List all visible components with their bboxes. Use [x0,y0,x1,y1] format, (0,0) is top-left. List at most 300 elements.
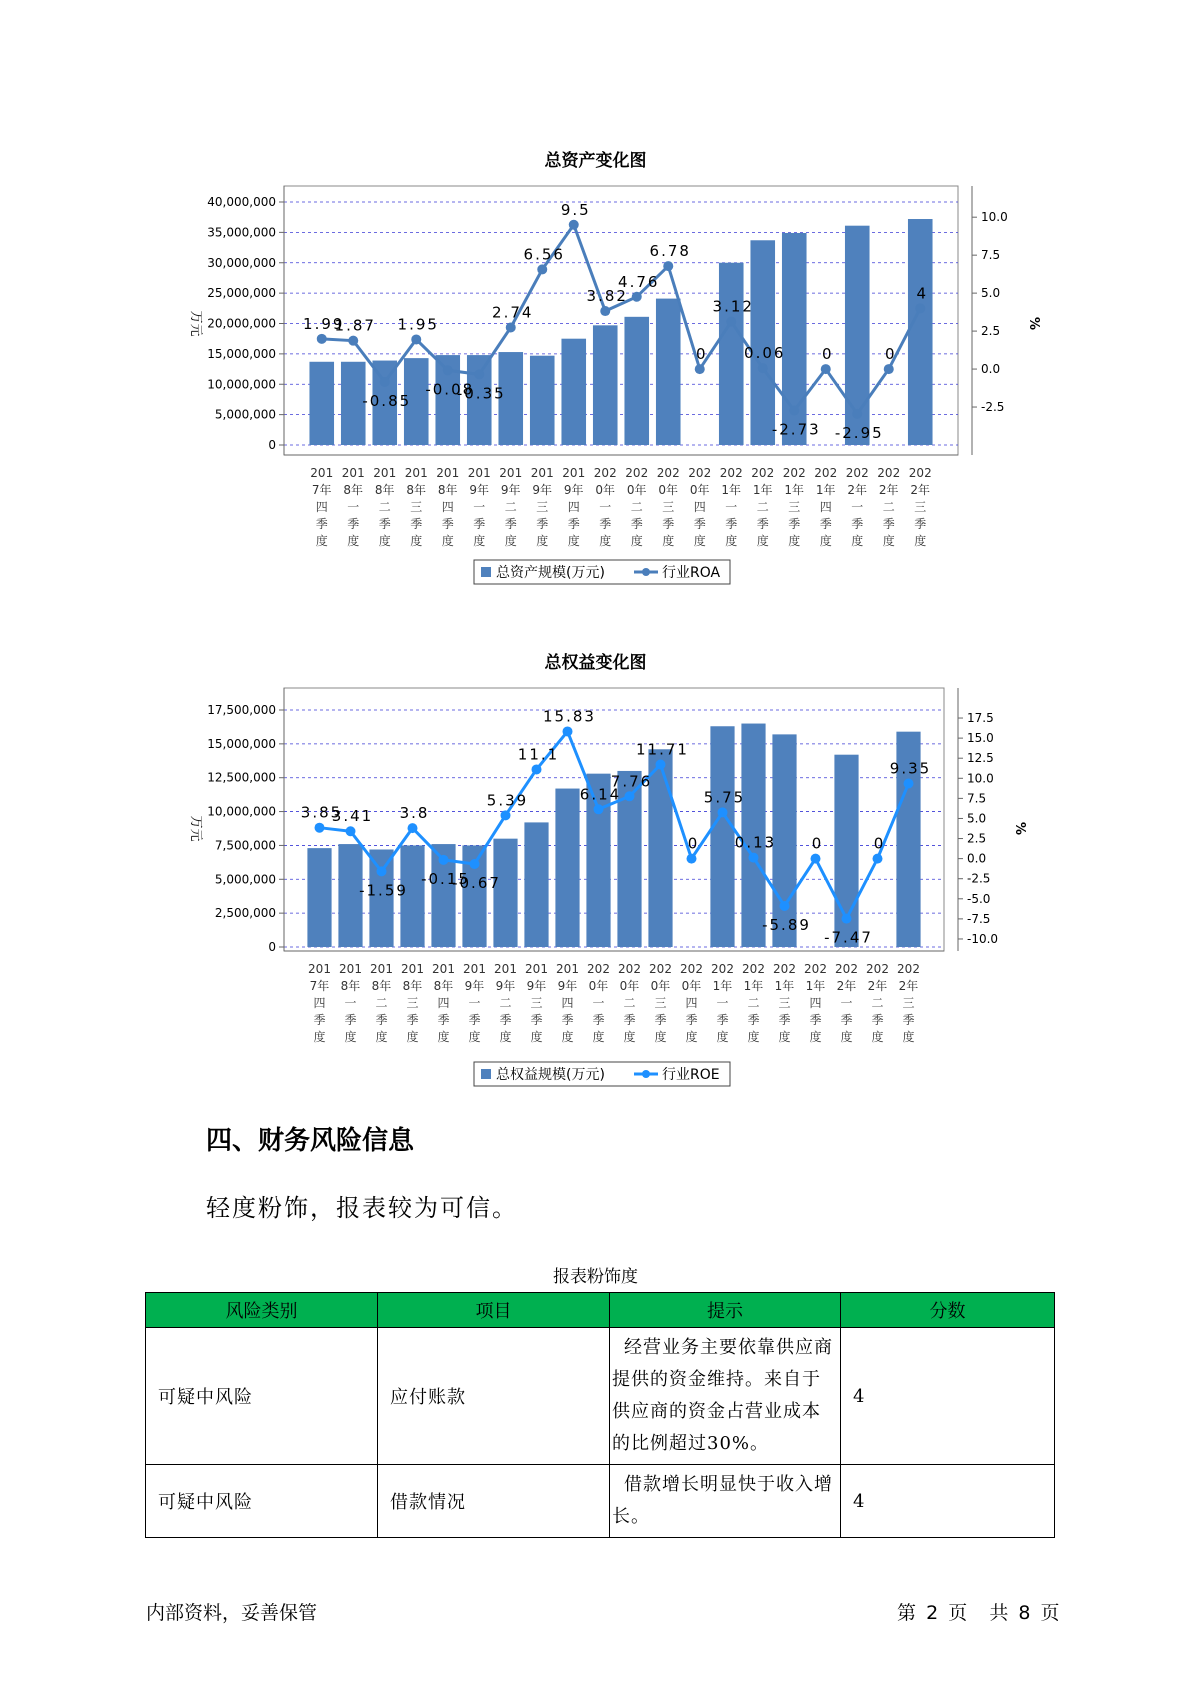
x-tick-label: 二 [871,996,884,1010]
x-tick-label: 度 [716,1030,729,1044]
x-tick-label: 季 [902,1013,915,1027]
line-point [758,363,768,373]
x-tick-label: 二 [378,500,391,514]
x-tick-label: 202 [804,962,827,976]
x-tick-label: 1年 [752,483,773,497]
x-tick-label: 季 [592,1013,605,1027]
row-hint: 经营业务主要依靠供应商提供的资金维持。来自于供应商的资金占营业成本的比例超过30%。 [610,1328,841,1465]
x-tick-label: 季 [504,517,517,531]
x-tick-label: 四 [561,996,574,1010]
point-label: 0.06 [744,344,786,363]
y2-tick-label: 5.0 [967,811,987,826]
y-tick-label: 5,000,000 [214,407,276,422]
point-label: 11.1 [517,745,560,764]
line-point [594,804,604,814]
row-item: 借款情况 [378,1465,610,1538]
line-point [501,810,511,820]
y2-tick-label: 10.0 [981,210,1008,225]
x-tick-label: 9年 [557,979,578,993]
x-tick-label: 度 [530,1030,543,1044]
y-tick-label: 10,000,000 [207,804,276,819]
bar [750,240,775,445]
x-tick-label: 一 [599,500,612,514]
x-tick-label: 季 [473,517,486,531]
y2-tick-label: 2.5 [967,831,987,846]
bar [493,839,517,947]
point-label: 9.5 [560,200,591,219]
y-tick-label: 20,000,000 [207,316,276,331]
y-tick-label: 12,500,000 [207,770,276,785]
x-tick-label: 二 [623,996,636,1010]
line-point [411,334,421,344]
x-tick-label: 202 [877,466,901,480]
row-score: 4 [841,1328,1055,1465]
x-tick-label: 一 [592,996,605,1010]
line-point [317,334,327,344]
line-point [811,854,821,864]
line-point [842,914,852,924]
x-tick-label: 二 [756,500,769,514]
row-category: 可疑中风险 [146,1328,378,1465]
bar [524,822,548,947]
x-tick-label: 季 [788,517,801,531]
legend-line-marker [642,568,650,576]
x-tick-label: 201 [467,466,491,480]
point-label: 3.85 [300,803,343,822]
x-tick-label: 三 [536,500,549,514]
x-tick-label: 2年 [898,979,919,993]
x-tick-label: 202 [680,962,703,976]
x-tick-label: 8年 [402,979,423,993]
x-tick-label: 8年 [433,979,454,993]
x-tick-label: 202 [773,962,796,976]
x-tick-label: 一 [473,500,486,514]
point-label: 7.76 [610,772,653,791]
x-tick-label: 度 [406,1030,419,1044]
line-point [532,764,542,774]
x-tick-label: 度 [441,534,454,548]
bar [908,219,933,445]
y-axis-label: 万元 [188,815,203,842]
x-tick-label: 0年 [689,483,710,497]
x-tick-label: 三 [406,996,419,1010]
total-assets-chart [0,170,1191,600]
x-tick-label: 8年 [371,979,392,993]
x-tick-label: 度 [882,534,895,548]
line-point [625,791,635,801]
x-tick-label: 季 [437,1013,450,1027]
risk-summary: 轻度粉饰，报表较为可信。 [206,1194,518,1222]
point-label: 15.83 [543,707,596,726]
x-tick-label: 0年 [626,483,647,497]
point-label: 2.74 [492,303,534,322]
point-label: 0.13 [734,833,777,852]
x-tick-label: 三 [410,500,423,514]
point-label: 4 [916,284,929,303]
y-tick-label: 25,000,000 [207,286,276,301]
table-row [146,1328,1055,1465]
x-tick-label: 季 [344,1013,357,1027]
x-tick-label: 季 [530,1013,543,1027]
section-heading: 四、财务风险信息 [206,1126,415,1156]
line-point [537,264,547,274]
line-point [380,377,390,387]
x-tick-label: 季 [313,1013,326,1027]
x-tick-label: 度 [788,534,801,548]
x-tick-label: 9年 [526,979,547,993]
x-tick-label: 度 [561,1030,574,1044]
y2-axis-label: % [1026,316,1041,331]
x-tick-label: 季 [693,517,706,531]
line-point [315,823,325,833]
x-tick-label: 9年 [500,483,521,497]
x-tick-label: 7年 [311,483,332,497]
x-tick-label: 1年 [805,979,826,993]
point-label: -0.15 [421,869,470,888]
x-tick-label: 三 [902,996,915,1010]
point-label: 0 [811,834,824,853]
x-tick-label: 三 [788,500,801,514]
x-tick-label: 202 [593,466,617,480]
y-tick-label: 30,000,000 [207,255,276,270]
point-label: -0.08 [425,380,475,399]
x-tick-label: 度 [536,534,549,548]
point-label: 9.35 [889,759,932,778]
x-tick-label: 度 [344,1030,357,1044]
line-point [904,779,914,789]
x-tick-label: 7年 [309,979,330,993]
x-tick-label: 201 [432,962,455,976]
x-tick-label: 一 [851,500,864,514]
x-tick-label: 度 [851,534,864,548]
x-tick-label: 四 [567,500,580,514]
x-tick-label: 2年 [836,979,857,993]
x-tick-label: 1年 [743,979,764,993]
x-tick-label: 202 [618,962,641,976]
x-tick-label: 202 [656,466,680,480]
x-tick-label: 202 [908,466,932,480]
x-tick-label: 201 [436,466,460,480]
x-tick-label: 9年 [532,483,553,497]
point-label: 5.75 [703,788,746,807]
x-tick-label: 季 [630,517,643,531]
x-tick-label: 度 [567,534,580,548]
x-tick-label: 201 [308,962,331,976]
line-point [600,306,610,316]
bar [656,299,681,445]
page-unit: 页 [948,1602,968,1624]
total-equity-chart [0,672,1191,1102]
line-point [695,364,705,374]
point-label: 3.82 [586,287,628,306]
line-point [852,409,862,419]
x-tick-label: 202 [835,962,858,976]
point-label: 1.95 [397,315,439,334]
x-tick-label: 二 [499,996,512,1010]
legend-line-marker [642,1070,650,1078]
point-label: 6.14 [579,785,622,804]
line-point [563,726,573,736]
x-tick-label: 季 [441,517,454,531]
point-label: -5.89 [762,915,811,934]
x-tick-label: 202 [649,962,672,976]
bar [307,848,331,947]
x-tick-label: 8年 [343,483,364,497]
y2-tick-label: -2.5 [981,400,1005,415]
point-label: 3.8 [399,804,430,823]
x-tick-label: 三 [914,500,927,514]
x-tick-label: 1年 [815,483,836,497]
x-tick-label: 季 [378,517,391,531]
x-tick-label: 季 [840,1013,853,1027]
point-label: 5.39 [486,791,529,810]
x-tick-label: 度 [809,1030,822,1044]
total-pages: 8 [1018,1602,1031,1624]
x-tick-label: 1年 [774,979,795,993]
point-label: -0.35 [456,384,506,403]
row-item: 应付账款 [378,1328,610,1465]
x-tick-label: 季 [654,1013,667,1027]
x-tick-label: 201 [525,962,548,976]
chart2-title: 总权益变化图 [544,653,647,673]
row-score: 4 [841,1465,1055,1538]
point-label: 3.41 [331,807,374,826]
table-row [146,1465,1055,1538]
x-tick-label: 202 [587,962,610,976]
bar [624,317,649,445]
line-point [789,406,799,416]
x-tick-label: 度 [840,1030,853,1044]
header-item: 项目 [378,1293,610,1328]
x-tick-label: 度 [747,1030,760,1044]
x-tick-label: 度 [630,534,643,548]
x-tick-label: 9年 [563,483,584,497]
total-unit: 页 [1040,1602,1060,1624]
x-tick-label: 度 [347,534,360,548]
x-tick-label: 0年 [650,979,671,993]
x-tick-label: 三 [530,996,543,1010]
y-tick-label: 2,500,000 [214,906,276,921]
line-point [749,853,759,863]
x-tick-label: 度 [693,534,706,548]
row-category: 可疑中风险 [146,1465,378,1538]
x-tick-label: 0年 [681,979,702,993]
line-point [506,322,516,332]
point-label: 0 [884,345,897,364]
x-tick-label: 二 [504,500,517,514]
x-tick-label: 季 [756,517,769,531]
point-label: 0 [873,834,886,853]
line-point [632,292,642,302]
point-label: 11.71 [636,740,689,759]
header-category: 风险类别 [146,1293,378,1328]
line-point [726,317,736,327]
x-tick-label: 四 [437,996,450,1010]
x-tick-label: 季 [567,517,580,531]
x-tick-label: 三 [654,996,667,1010]
x-tick-label: 201 [530,466,554,480]
x-tick-label: 二 [747,996,760,1010]
line-point [408,823,418,833]
x-tick-label: 一 [344,996,357,1010]
x-tick-label: 201 [562,466,586,480]
bar [710,726,734,947]
x-tick-label: 8年 [406,483,427,497]
x-tick-label: 四 [819,500,832,514]
header-hint: 提示 [610,1293,841,1328]
x-tick-label: 季 [599,517,612,531]
legend-line-label: 行业ROA [662,565,721,581]
point-label: 1.87 [334,316,376,335]
x-tick-label: 2年 [878,483,899,497]
x-tick-label: 四 [809,996,822,1010]
x-tick-label: 0年 [588,979,609,993]
x-tick-label: 度 [313,1030,326,1044]
x-tick-label: 度 [375,1030,388,1044]
x-tick-label: 季 [406,1013,419,1027]
x-tick-label: 度 [410,534,423,548]
x-tick-label: 202 [782,466,806,480]
bar [561,339,586,445]
line-point [470,859,480,869]
y-tick-label: 0 [268,940,276,954]
x-tick-label: 度 [437,1030,450,1044]
x-tick-label: 1年 [784,483,805,497]
x-tick-label: 8年 [374,483,395,497]
x-tick-label: 度 [592,1030,605,1044]
point-label: -1.59 [359,881,408,900]
chart1-title: 总资产变化图 [544,151,647,171]
x-tick-label: 201 [401,962,424,976]
line-point [718,807,728,817]
y2-tick-label: 17.5 [967,711,994,726]
x-tick-label: 一 [725,500,738,514]
line-point [915,303,925,313]
point-label: 4.76 [618,272,660,291]
line-point [569,220,579,230]
y-tick-label: 5,000,000 [214,872,276,887]
x-tick-label: 季 [536,517,549,531]
y2-tick-label: 2.5 [981,324,1001,339]
point-label: 3.12 [712,297,754,316]
x-tick-label: 9年 [495,979,516,993]
y-tick-label: 10,000,000 [207,377,276,392]
x-tick-label: 度 [902,1030,915,1044]
legend-bar-label: 总权益规模(万元) [496,1067,605,1083]
table-header-row [146,1293,1055,1328]
x-tick-label: 0年 [595,483,616,497]
y2-tick-label: 7.5 [967,791,987,806]
x-tick-label: 季 [809,1013,822,1027]
x-tick-label: 度 [914,534,927,548]
footer-confidential: 内部资料，妥善保管 [146,1602,318,1624]
point-label: -7.47 [824,928,873,947]
y-tick-label: 17,500,000 [207,703,276,717]
x-tick-label: 季 [347,517,360,531]
x-tick-label: 9年 [464,979,485,993]
y2-tick-label: 10.0 [967,771,994,786]
x-tick-label: 202 [897,962,920,976]
x-tick-label: 季 [561,1013,574,1027]
point-label: -2.95 [834,423,884,442]
y2-tick-label: 0.0 [981,362,1001,377]
y-tick-label: 0 [268,438,276,452]
x-tick-label: 201 [499,466,523,480]
legend-bar-swatch [481,1069,491,1079]
x-tick-label: 201 [370,962,393,976]
x-tick-label: 三 [662,500,675,514]
x-tick-label: 201 [310,466,334,480]
x-tick-label: 8年 [437,483,458,497]
y2-tick-label: 15.0 [967,731,994,746]
y2-tick-label: -5.0 [967,891,991,906]
page-number: 2 [926,1602,939,1624]
point-label: 0 [821,345,834,364]
y2-tick-label: -7.5 [967,911,991,926]
bar [555,789,579,947]
row-hint: 借款增长明显快于收入增长。 [610,1465,841,1538]
line-point [656,760,666,770]
x-tick-label: 202 [688,466,712,480]
x-tick-label: 202 [625,466,649,480]
line-point [821,364,831,374]
x-tick-label: 季 [882,517,895,531]
x-tick-label: 季 [819,517,832,531]
legend-bar-label: 总资产规模(万元) [496,565,605,581]
y2-tick-label: 0.0 [967,851,987,866]
x-tick-label: 2年 [867,979,888,993]
y-tick-label: 7,500,000 [214,838,276,853]
point-label: 0 [695,345,708,364]
legend-bar-swatch [481,567,491,577]
line-point [474,369,484,379]
x-tick-label: 度 [756,534,769,548]
line-point [663,261,673,271]
x-tick-label: 季 [747,1013,760,1027]
line-point [780,901,790,911]
bar [593,325,618,445]
header-score: 分数 [841,1293,1055,1328]
line-point [377,866,387,876]
line-point [687,854,697,864]
x-tick-label: 度 [599,534,612,548]
page-prefix: 第 [897,1602,917,1624]
x-tick-label: 度 [504,534,517,548]
y2-axis-label: % [1012,821,1027,836]
x-tick-label: 202 [751,466,775,480]
x-tick-label: 2年 [910,483,931,497]
x-tick-label: 202 [814,466,838,480]
x-tick-label: 度 [315,534,328,548]
bar [719,263,744,445]
x-tick-label: 202 [866,962,889,976]
x-tick-label: 二 [882,500,895,514]
x-tick-label: 度 [778,1030,791,1044]
line-point [348,336,358,346]
x-tick-label: 201 [463,962,486,976]
x-tick-label: 0年 [619,979,640,993]
x-tick-label: 季 [725,517,738,531]
x-tick-label: 8年 [340,979,361,993]
line-point [884,364,894,374]
line-point [873,854,883,864]
x-tick-label: 度 [654,1030,667,1044]
x-tick-label: 季 [851,517,864,531]
point-label: 6.78 [649,242,691,261]
x-tick-label: 201 [494,962,517,976]
line-point [346,826,356,836]
y-axis-label: 万元 [188,310,203,337]
